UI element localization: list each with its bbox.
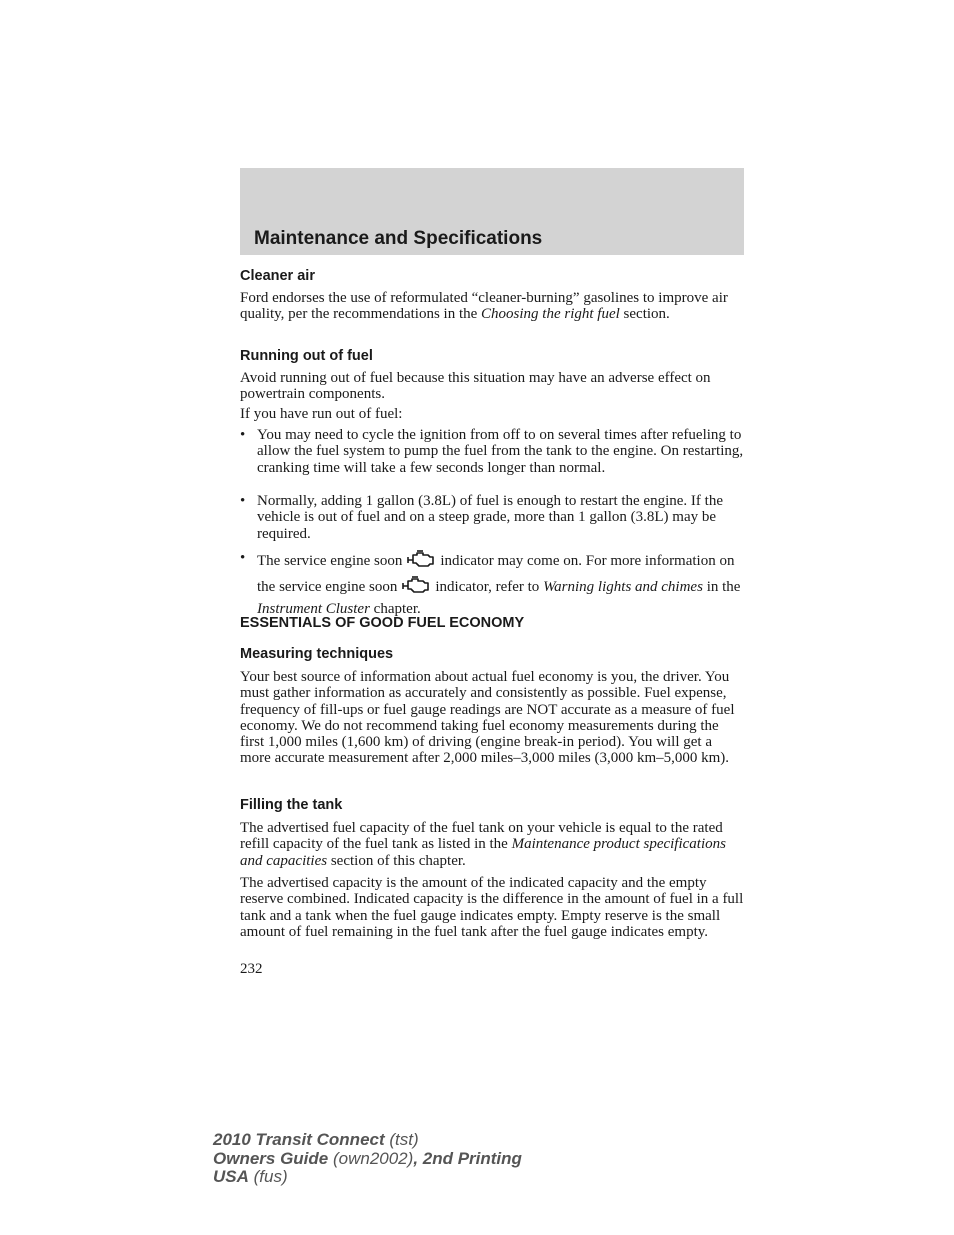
document-footer xyxy=(213,1131,522,1187)
section-title: Maintenance and Specifications xyxy=(254,228,543,249)
heading-essentials: ESSENTIALS OF GOOD FUEL ECONOMY xyxy=(240,615,525,631)
bullet-marker: • xyxy=(240,550,246,566)
footer-line-1: 2010 Transit Connect (tst) xyxy=(213,1130,419,1149)
list-item-text: Normally, adding 1 gallon (3.8L) of fuel is enough to restart the engine. If the vehicle is out of fuel and on a steep grade, more than 1 gallon (3.8L) may be required. xyxy=(257,493,723,542)
heading-filling-the-tank: Filling the tank xyxy=(240,797,343,813)
heading-measuring-techniques: Measuring techniques xyxy=(240,646,394,662)
bullet-marker: • xyxy=(240,427,246,443)
engine-icon xyxy=(401,575,431,601)
paragraph-filling-2: The advertised capacity is the amount of the indicated capacity and the empty reserve combined. Indicated capacity is the difference in the amount of fuel in a full tank and a tank when the fuel gauge indicates empty. Empty reserve is the small amount of fuel remaining in the fuel tank after the fuel gauge indicates empty. xyxy=(240,875,744,940)
paragraph-measuring: Your best source of information about actual fuel economy is you, the driver. You must gather information as accurately and consistently as possible. Fuel expense, frequency of fill-ups or fuel gauge readings are NOT accurate as a measure of fuel economy. We do not recommend taking fuel economy measurements during the first 1,000 miles (1,600 km) of driving (engine break-in period). You will get a more accurate measurement after 2,000 miles–3,000 miles (3,000 km–5,000 km). xyxy=(240,669,735,767)
section-header-band xyxy=(240,168,744,255)
list-item-text: You may need to cycle the ignition from off to on several times after refueling to allow the fuel system to pump the fuel from the tank to the engine. On restarting, cranking time will take a few seconds longer than normal. xyxy=(257,427,744,476)
paragraph-running-out-2: If you have run out of fuel: xyxy=(240,406,403,422)
paragraph-cleaner-air: Ford endorses the use of reformulated “cleaner-burning” gasolines to improve air quality, per the recommendations in the Choosing the right fuel section. xyxy=(240,290,728,323)
footer-line-3: USA (fus) xyxy=(213,1167,288,1186)
heading-running-out-of-fuel: Running out of fuel xyxy=(240,348,373,364)
footer-line-2: Owners Guide (own2002), 2nd Printing xyxy=(213,1148,522,1168)
page-number: 232 xyxy=(240,961,263,977)
paragraph-running-out-1: Avoid running out of fuel because this situation may have an adverse effect on powertrain components. xyxy=(240,370,711,403)
bullet-marker: • xyxy=(240,493,246,509)
engine-icon xyxy=(406,549,436,575)
heading-cleaner-air: Cleaner air xyxy=(240,268,315,284)
paragraph-filling-1: The advertised fuel capacity of the fuel tank on your vehicle is equal to the rated refill capacity of the fuel tank as listed in the Maintenance product specifications and capacities section of this chapter. xyxy=(240,820,726,869)
list-item-text: The service engine soon indicator may come on. For more information on the service engine soon indicator, refer to Warning lights and chimes in the Instrument Cluster chapter. xyxy=(257,549,747,619)
